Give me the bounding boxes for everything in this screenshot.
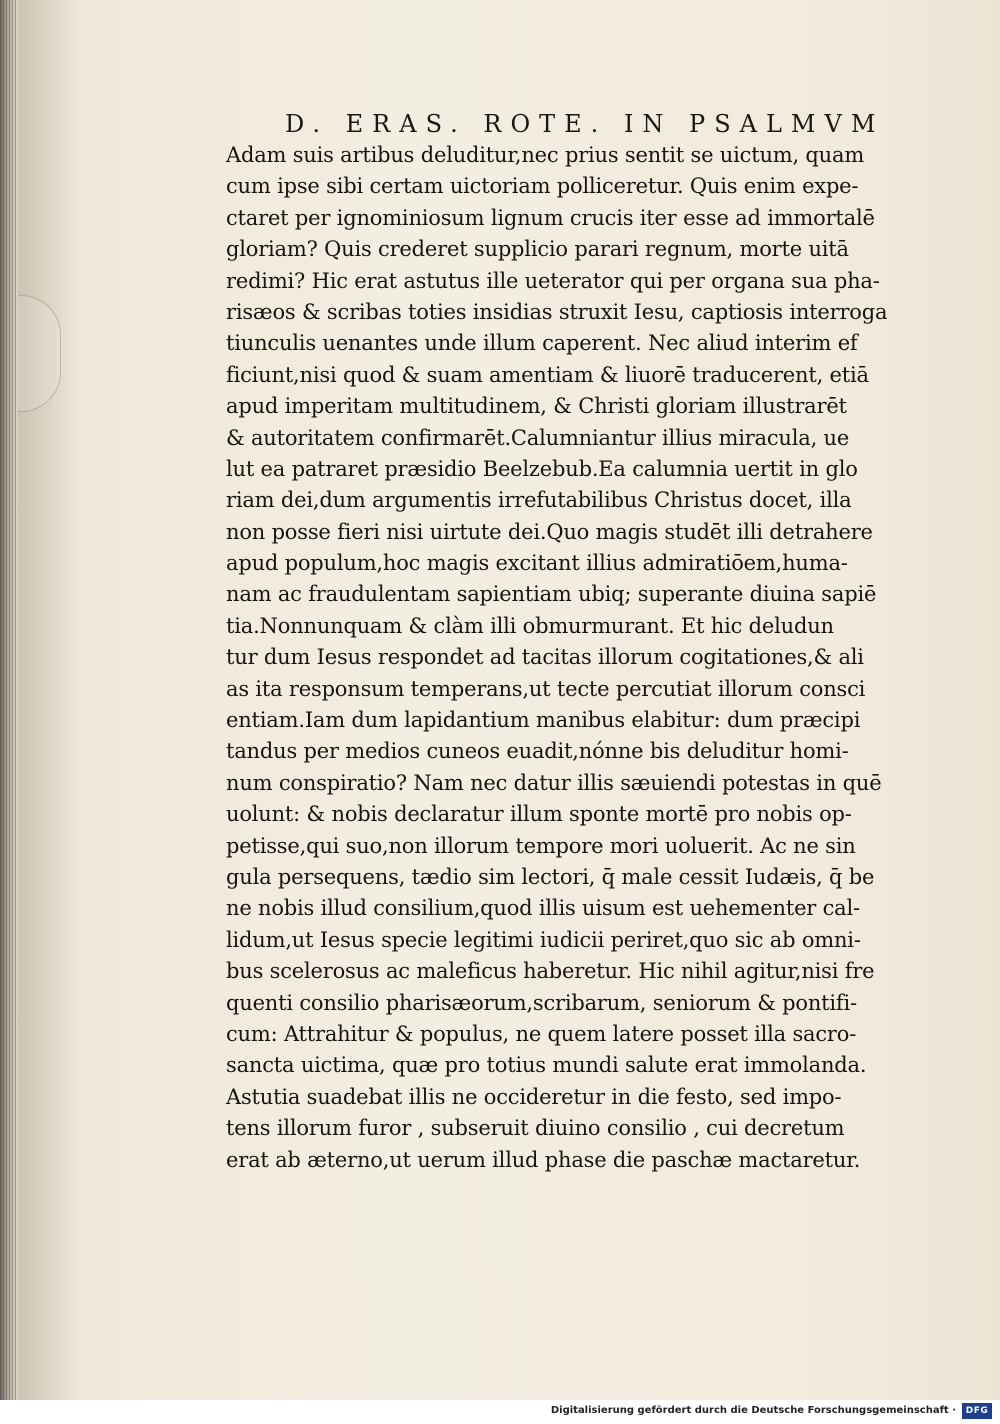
text-line: petisse,qui suo,non illorum tempore mori uoluerit. Ac ne sin <box>226 833 856 858</box>
text-line: riam dei,dum argumentis irrefutabilibus Christus docet, illa <box>226 488 852 513</box>
text-line: ctaret per ignominiosum lignum crucis iter esse ad immortalē <box>226 205 875 230</box>
digitization-credit: Digitalisierung gefördert durch die Deutsche Forschungsgemeinschaft · <box>550 1405 956 1416</box>
text-line: as ita responsum temperans,ut tecte percutiat illorum consci <box>226 676 866 701</box>
text-line: gloriam? Quis crederet supplicio parari regnum, morte uitā <box>226 237 849 262</box>
text-line: entiam.Iam dum lapidantium manibus elabitur: dum præcipi <box>226 708 861 733</box>
text-line: apud populum,hoc magis excitant illius admiratiōem,huma- <box>226 551 848 576</box>
text-line: erat ab æterno,ut uerum illud phase die paschæ mactaretur. <box>226 1147 861 1172</box>
text-line: ficiunt,nisi quod & suam amentiam & liuorē traducerent, etiā <box>226 362 869 387</box>
text-line: tens illorum furor , subseruit diuino consilio , cui decretum <box>226 1116 845 1141</box>
text-line: cum: Attrahitur & populus, ne quem latere posset illa sacro- <box>226 1021 857 1046</box>
text-line: & autoritatem confirmarēt.Calumniantur illius miracula, ue <box>226 425 850 450</box>
text-line: cum ipse sibi certam uictoriam polliceretur. Quis enim expe- <box>226 174 859 199</box>
text-line: ne nobis illud consilium,quod illis uisum est uehementer cal- <box>226 896 860 921</box>
running-head: D. ERAS. ROTE. IN PSALMVM <box>285 110 885 138</box>
dfg-logo: DFG <box>962 1403 992 1419</box>
body-text <box>226 140 946 1176</box>
text-line: tur dum Iesus respondet ad tacitas illorum cogitationes,& ali <box>226 645 864 670</box>
text-line: Astutia suadebat illis ne occideretur in die festo, sed impo- <box>226 1084 842 1109</box>
text-line: quenti consilio pharisæorum,scribarum, seniorum & pontifi- <box>226 990 857 1015</box>
text-line: nam ac fraudulentam sapientiam ubiq; superante diuina sapiē <box>226 582 877 607</box>
text-line: num conspiratio? Nam nec datur illis sæuiendi potestas in quē <box>226 770 882 795</box>
text-line: redimi? Hic erat astutus ille ueterator qui per organa sua pha- <box>226 268 880 293</box>
text-line: gula persequens, tædio sim lectori, q̄ male cessit Iudæis, q̄ be <box>226 864 875 889</box>
text-line: uolunt: & nobis declaratur illum sponte mortē pro nobis op- <box>226 802 852 827</box>
footer-bar <box>0 1400 1000 1424</box>
text-line: tandus per medios cuneos euadit,nónne bis deluditur homi- <box>226 739 849 764</box>
text-line: Adam suis artibus deluditur,nec prius sentit se uictum, quam <box>226 143 865 167</box>
text-line: tia.Nonnunquam & clàm illi obmurmurant. Et hic deludun <box>226 613 834 638</box>
text-line: bus scelerosus ac maleficus haberetur. Hic nihil agitur,nisi fre <box>226 959 875 984</box>
text-line: apud imperitam multitudinem, & Christi gloriam illustrarēt <box>226 394 847 419</box>
text-line: lidum,ut Iesus specie legitimi iudicii periret,quo sic ab omni- <box>226 927 861 952</box>
book-page-edges <box>0 0 20 1400</box>
text-line: lut ea patraret præsidio Beelzebub.Ea calumnia uertit in glo <box>226 456 858 481</box>
text-line: tiunculis uenantes unde illum caperent. Nec aliud interim ef <box>226 331 858 356</box>
text-line: risæos & scribas toties insidias struxit Iesu, captiosis interroga <box>226 299 888 324</box>
gutter-shadow <box>18 0 78 1400</box>
text-line: sancta uictima, quæ pro totius mundi salute erat immolanda. <box>226 1053 867 1078</box>
text-line: non posse fieri nisi uirtute dei.Quo magis studēt illi detrahere <box>226 519 873 544</box>
